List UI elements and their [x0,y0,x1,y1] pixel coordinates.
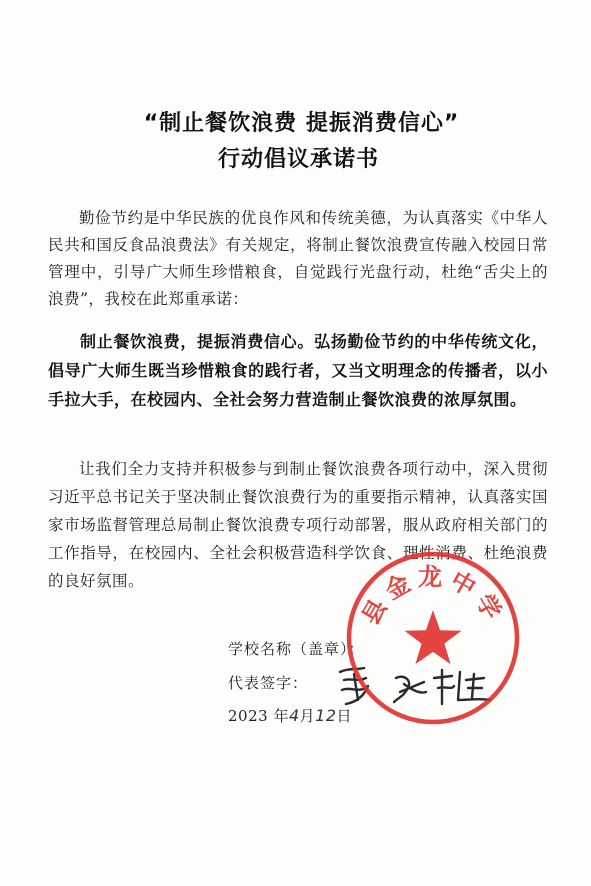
paragraph-commitment: 制止餐饮浪费，提振消费信心。弘扬勤俭节约的中华传统文化，倡导广大师生既当珍惜粮食的践行者，又当文明理念的传播者，以小手拉大手，在校园内、全社会努力营造制止餐饮浪费的浓厚氛围。 [48,332,548,409]
seal-text: 县金龙中学 [356,562,510,630]
date-year: 2023 年 [228,707,289,725]
official-seal [343,548,523,728]
document-title-line2: 行动倡议承诺书 [217,147,379,172]
date-day: 12 [315,706,337,725]
date-day-suffix: 日 [336,707,353,725]
paragraph-call-to-action: 让我们全力支持并积极参与到制止餐饮浪费各项行动中，深入贯彻习近平总书记关于坚决制止餐饮浪费行为的重要指示精神，认真落实国家市场监督管理总局制止餐饮浪费专项行动部署，服从政府相关部门的工作指导，在校园内、全社会积极营造科学饮食、理性消费、杜绝浪费的良好氛围。 [48,460,548,590]
paragraph-intro: 勤俭节约是中华民族的优良作风和传统美德，为认真落实《中华人民共和国反食品浪费法》有关规定，将制止餐饮浪费宣传融入校园日常管理中，引导广大师生珍惜粮食，自觉践行光盘行动，杜绝“舌尖上的浪费”，我校在此郑重承诺： [48,209,548,308]
document-title-line1: “制止餐饮浪费 提振消费信心” [143,111,460,136]
date-month-suffix: 月 [299,707,316,725]
seal-star-icon [405,610,462,664]
date-month: 4 [288,706,300,725]
school-name-label: 学校名称（盖章）： [228,640,365,658]
representative-label: 代表签字： [228,674,309,692]
